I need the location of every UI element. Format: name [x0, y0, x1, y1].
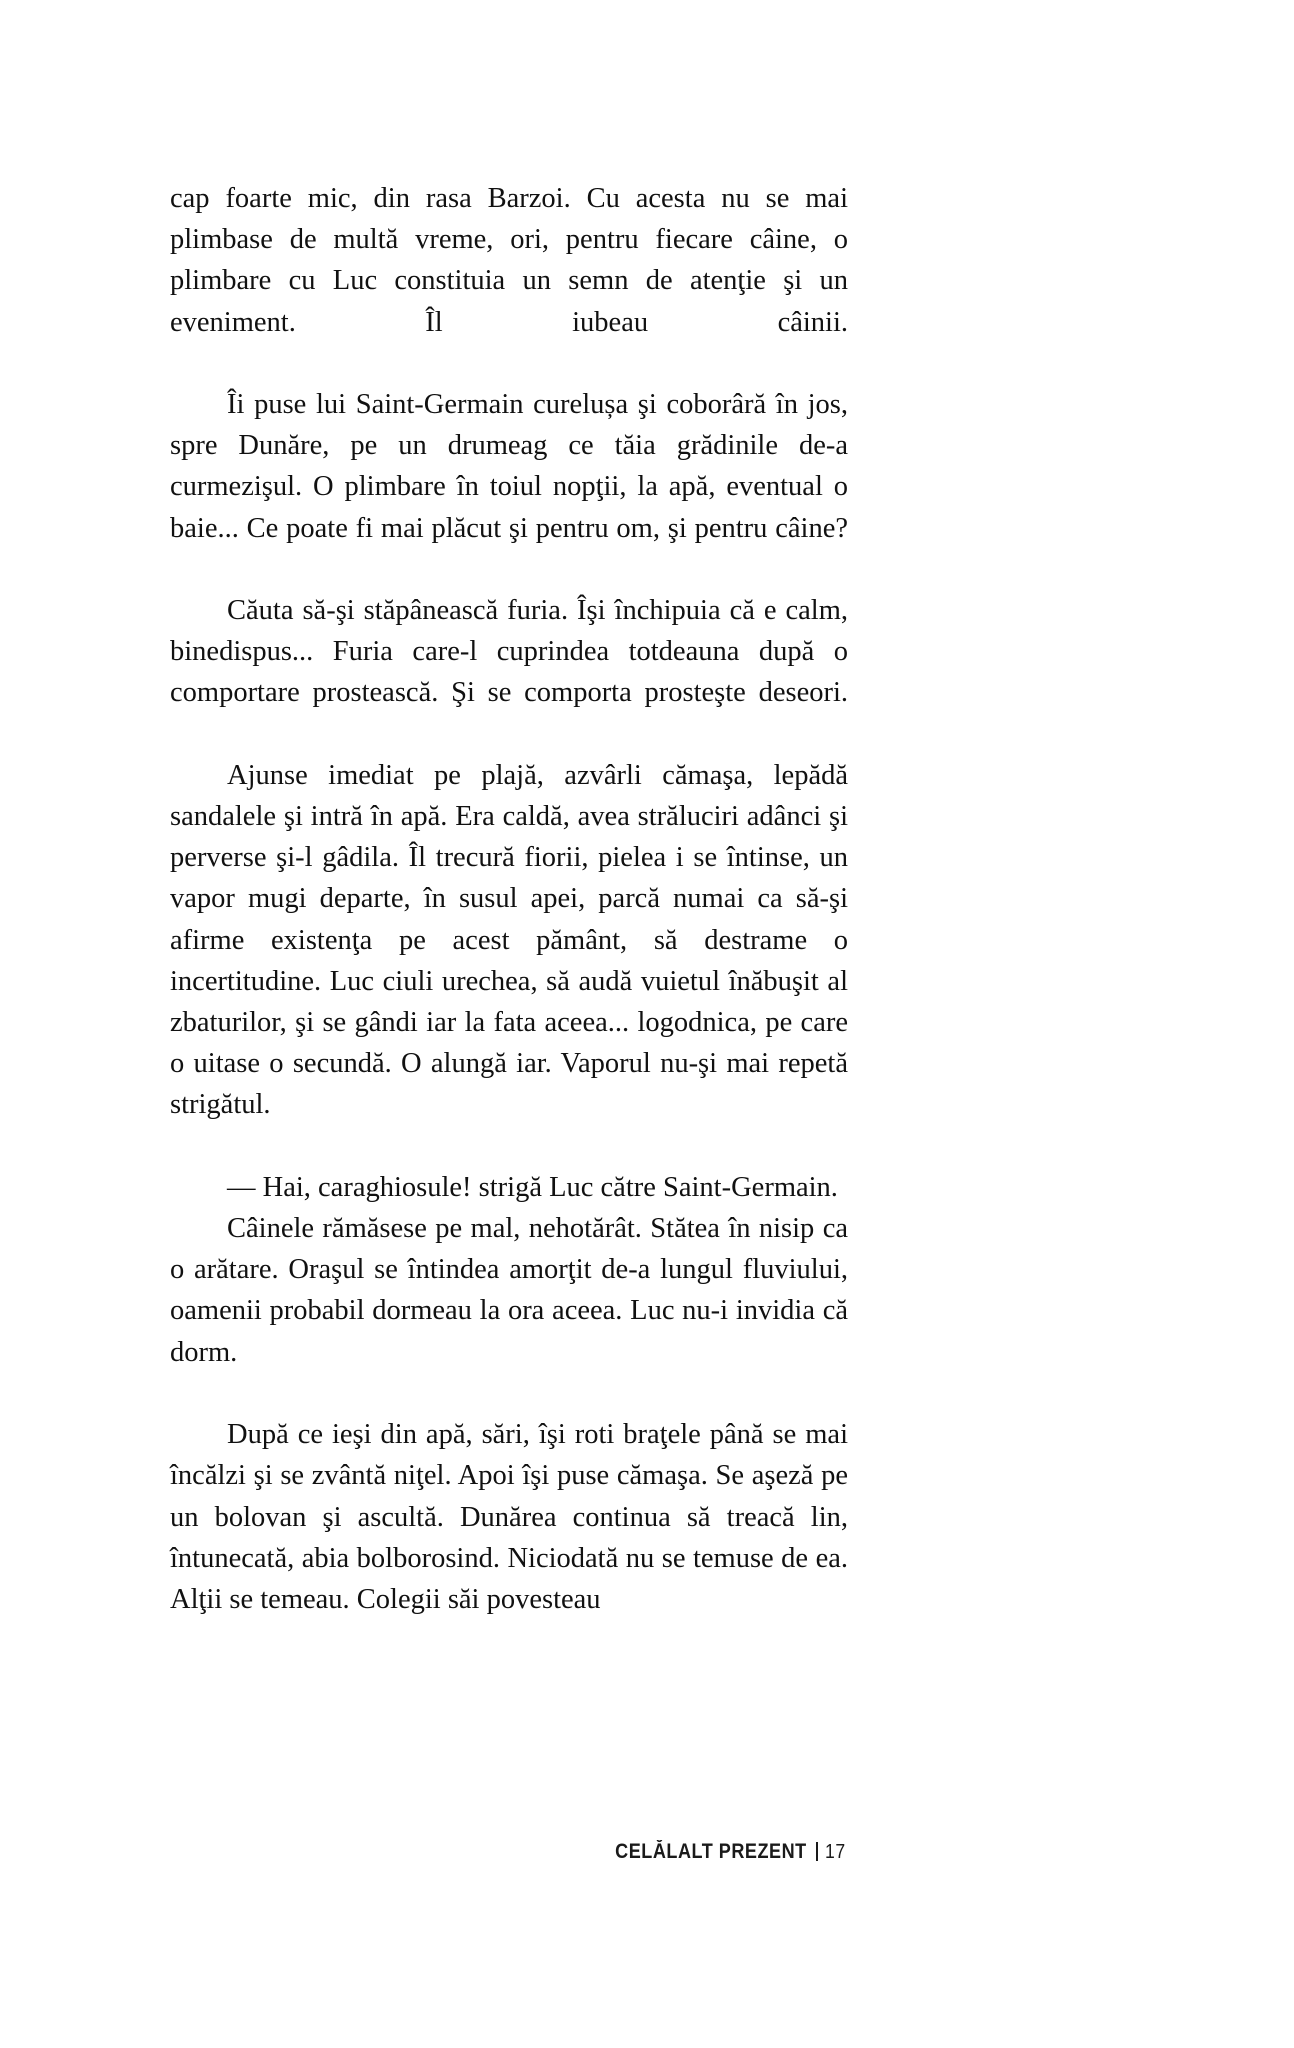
paragraph: Câinele rămăsese pe mal, nehotărât. Stătea în nisip ca o arătare. Oraşul se întindea amorţit de-a lungul fluviului, oamenii probabil dormeau la ora aceea. Luc nu-i invidia că dorm. — [170, 1213, 848, 1368]
paragraph: Ajunse imediat pe plajă, azvârli cămaşa, lepădă sandalele şi intră în apă. Era caldă, avea străluciri adânci şi perverse şi-l gâdila. Îl trecură fiorii, pielea i se întinse, un vapor mugi departe, în susul apei, parcă numai ca să-şi afirme existenţa pe acest pământ, să destrame o incertitudine. Luc ciuli urechea, să audă vuietul înăbuşit al zbaturilor, şi se gândi iar la fata aceea... logodnica, pe care o uitase o secundă. O alungă iar. Vaporul nu-şi mai repetă strigătul. — [170, 759, 848, 1121]
page-footer — [0, 1840, 848, 1864]
paragraph: cap foarte mic, din rasa Barzoi. Cu acesta nu se mai plimbase de multă vreme, ori, pentru fiecare câine, o plimbare cu Luc constituia un semn de atenţie şi un eveniment. Îl iubeau câinii. — [170, 183, 848, 338]
page-number: 17 — [824, 1841, 846, 1863]
paragraph: După ce ieşi din apă, sări, îşi roti braţele până se mai încălzi şi se zvântă niţel. Apoi îşi puse cămaşa. Se aşeză pe un bolovan şi ascultă. Dunărea continua să treacă lin, întunecată, abia bolborosind. Niciodată nu se temuse de ea. Alţii se temeau. Colegii săi povesteau — [170, 1419, 848, 1615]
running-head-title: CELĂLALT PREZENT — [615, 1840, 808, 1863]
page-text-column — [170, 178, 848, 1620]
paragraph-dialogue: — Hai, caraghiosule! strigă Luc către Saint-Germain. — [227, 1171, 838, 1203]
paragraph: Îi puse lui Saint-Germain curelușa şi coborâră în jos, spre Dunăre, pe un drumeag ce tăia grădinile de-a curmezişul. O plimbare în toiul nopţii, la apă, eventual o baie... Ce poate fi mai plăcut şi pentru om, şi pentru câine? — [170, 389, 848, 544]
footer-divider-rule — [816, 1842, 818, 1861]
paragraph: Căuta să-şi stăpânească furia. Îşi închipuia că e calm, binedispus... Furia care-l cuprindea totdeauna după o comportare prostească. Şi se comporta prosteşte deseori. — [170, 595, 848, 709]
